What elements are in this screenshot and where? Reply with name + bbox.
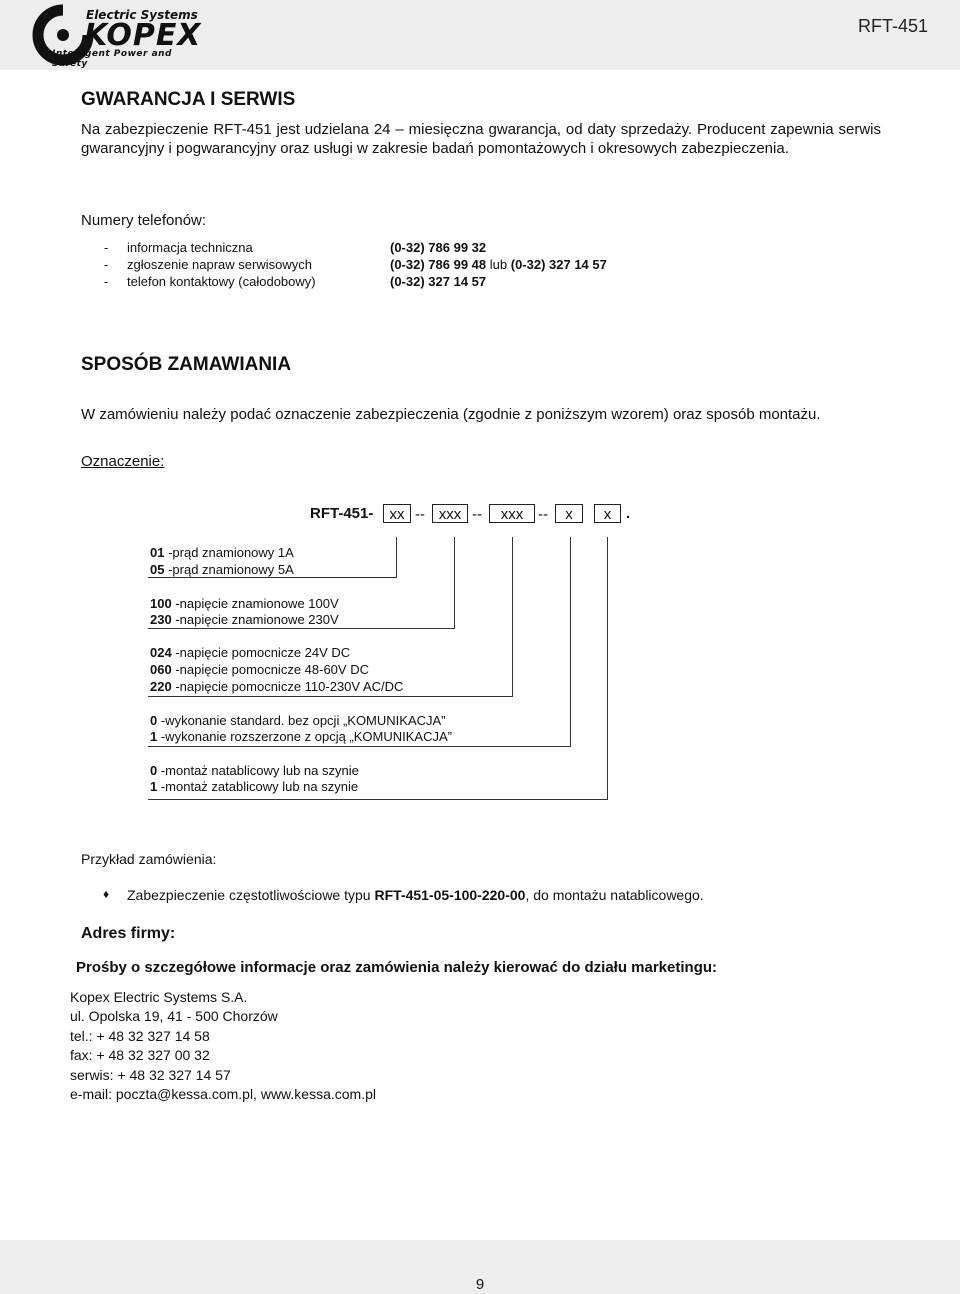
phone-label: zgłoszenie napraw serwisowych [127,257,312,272]
kopex-logo [28,4,202,69]
page-footer [0,1240,960,1294]
connector-line [148,746,571,747]
address-line-street: ul. Opolska 19, 41 - 500 Chorzów [70,1008,278,1025]
code-box-rated-voltage: xxx [432,504,468,523]
option-line: 060 -napięcie pomocnicze 48-60V DC [150,662,369,677]
code-box-version: x [555,504,583,523]
connector-line [607,537,608,800]
phone-label: telefon kontaktowy (całodobowy) [127,274,316,289]
logo-top-text: Electric Systems [86,8,198,22]
phones-label: Numery telefonów: [81,212,207,229]
phone-row [104,256,108,273]
example-text: Zabezpieczenie częstotliwościowe typu RFT-451-05-100-220-00, do montażu natablicowego. [127,887,704,903]
warranty-title: GWARANCJA I SERWIS [81,89,296,110]
code-separator: -- [415,506,425,523]
connector-line [148,696,513,697]
code-end: . [626,505,631,522]
option-line: 230 -napięcie znamionowe 230V [150,612,339,627]
connector-line [148,799,608,800]
code-separator: -- [472,506,482,523]
option-line: 024 -napięcie pomocnicze 24V DC [150,645,351,660]
example-label: Przykład zamówienia: [81,851,217,867]
connector-line [396,537,397,577]
connector-line [454,537,455,629]
phone-alt-number: (0-32) 327 14 57 [510,257,607,272]
connector-line [570,537,571,747]
code-box-aux-voltage: xxx [489,504,535,523]
phone-dash: - [104,240,109,255]
option-line: 220 -napięcie pomocnicze 110-230V AC/DC [150,679,404,694]
address-line-fax: fax: + 48 32 327 00 32 [70,1047,210,1064]
address-line-company: Kopex Electric Systems S.A. [70,989,248,1005]
option-line: 1 -wykonanie rozszerzone z opcją „KOMUNIKACJA” [150,729,452,744]
address-line-tel: tel.: + 48 32 327 14 58 [70,1027,210,1044]
doc-code: RFT-451 [857,16,928,36]
option-line: 1 -montaż zatablicowy lub na szynie [150,779,359,794]
phone-dash: - [104,257,109,272]
address-line-service: serwis: + 48 32 327 14 57 [70,1066,231,1083]
page-header [0,0,960,70]
diamond-bullet-icon: ♦ [103,887,110,901]
phone-number: (0-32) 786 99 48 [390,257,487,272]
option-line: 0 -montaż natablicowy lub na szynie [150,763,359,778]
phone-number: (0-32) 327 14 57 [390,274,487,289]
code-box-current: xx [383,504,411,523]
warranty-text: Na zabezpieczenie RFT-451 jest udzielana 24 – miesięczna gwarancja, od daty sprzedaży. Producent zapewnia serwis gwarancyjny i pogwarancyjny oraz usługi w zakresie badań pomontażowych i okresowych zabezpieczenia. [81,121,881,157]
option-line: 01 -prąd znamionowy 1A [150,545,294,560]
phone-label: informacja techniczna [127,240,253,255]
connector-line [512,537,513,697]
code-separator: -- [538,506,548,523]
code-prefix: RFT-451- [310,505,374,522]
address-lines [70,988,376,1104]
logo-main-text: KOPEX [84,18,202,53]
address-line-email: e-mail: poczta@kessa.com.pl, www.kessa.com.pl [70,1086,376,1103]
option-line: 0 -wykonanie standard. bez opcji „KOMUNIKACJA” [150,713,446,728]
phone-number: (0-32) 786 99 32 [390,240,487,255]
phone-alt-separator: lub [489,257,508,272]
phone-number-group [390,256,607,273]
connector-line [148,628,455,629]
option-line: 05 -prąd znamionowy 5A [150,562,294,577]
option-line: 100 -napięcie znamionowe 100V [150,596,339,611]
phone-dash: - [104,274,109,289]
address-title: Adres firmy: [81,925,176,942]
phone-row [104,273,108,290]
ordering-title: SPOSÓB ZAMAWIANIA [81,354,292,375]
code-box-mounting: x [594,504,621,523]
logo-sub-text: Intelligent Power and Safety [52,49,172,69]
designation-label: Oznaczenie: [81,453,165,470]
ordering-text: W zamówieniu należy podać oznaczenie zabezpieczenia (zgodnie z poniższym wzorem) oraz sposób montażu. [81,406,821,423]
page-number: 9 [475,1276,485,1293]
phone-row [104,239,108,256]
address-notice: Prośby o szczegółowe informacje oraz zamówienia należy kierować do działu marketingu: [76,959,718,976]
